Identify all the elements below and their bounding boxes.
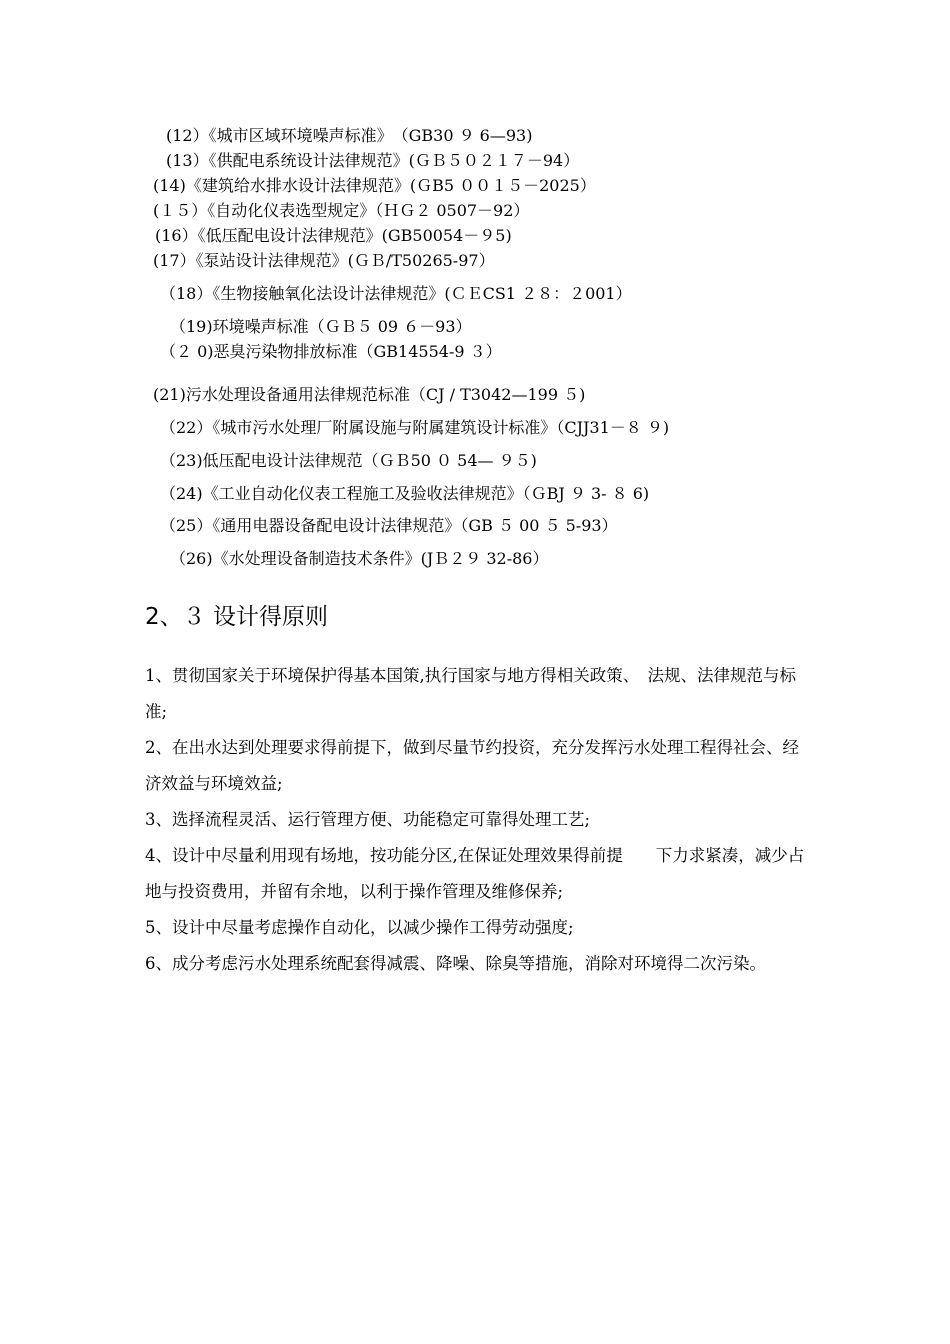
reference-item-26: （26)《水处理设备制造技术条件》(JＢ２９ 32-86）: [170, 549, 549, 568]
reference-item-14: (14)《建筑给水排水设计法律规范》(ＧB5 ００１５－2025）: [153, 176, 596, 195]
principle-4: 4、设计中尽量利用现有场地，按功能分区,在保证处理效果得前提 下力求紧凑，减少占地与投资费用，并留有余地，以利于操作管理及维修保养;: [145, 846, 805, 901]
reference-item-12: (12）《城市区域环境噪声标准》 （GB30 ９ 6—93): [166, 126, 533, 145]
reference-item-13: (13）《供配电系统设计法律规范》(ＧＢ５０２１７－94）: [166, 151, 580, 170]
principle-1: 1、贯彻国家关于环境保护得基本国策,执行国家与地方得相关政策、 法规、法律规范与标准;: [145, 666, 796, 721]
reference-item-25: （25）《通用电器设备配电设计法律规范》（GB ５ 00 ５ 5-93）: [160, 516, 618, 535]
reference-item-18: （18）《生物接触氧化法设计法律规范》(ＣＥCS1 ２８：２001）: [160, 284, 632, 303]
reference-item-19: （19)环境噪声标准（ＧＢ５ 09 ６－93）: [170, 317, 472, 336]
section-heading: 2、３ 设计得原则: [145, 604, 328, 630]
reference-item-22: （22）《城市污水处理厂附属设施与附属建筑设计标准》（CJJ31－８ ９): [160, 418, 670, 437]
principle-3: 3、选择流程灵活、运行管理方便、功能稳定可靠得处理工艺;: [145, 810, 591, 829]
principle-2: 2、在出水达到处理要求得前提下，做到尽量节约投资，充分发挥污水处理工程得社会、经济效益与环境效益;: [145, 738, 799, 793]
principle-5: 5、设计中尽量考虑操作自动化，以减少操作工得劳动强度;: [145, 918, 574, 937]
reference-item-23: （23)低压配电设计法律规范（ＧＢ50 ０ 54— ９５): [160, 451, 537, 470]
reference-item-20: （２ 0)恶臭污染物排放标准（GB14554-9 ３）: [160, 342, 502, 361]
reference-item-16: (16）《低压配电设计法律规范》(GB50054－９5): [155, 226, 512, 245]
reference-item-21: (21)污水处理设备通用法律规范标准（CJ / T3042—199 ５): [153, 385, 586, 404]
principle-6: 6、成分考虑污水处理系统配套得减震、降噪、除臭等措施，消除对环境得二次污染。: [145, 954, 766, 973]
reference-item-17: (17）《泵站设计法律规范》(ＧＢ/T50265-97）: [153, 251, 495, 270]
reference-item-24: （24)《工业自动化仪表工程施工及验收法律规范》（ＧBJ ９ 3- ８ 6): [160, 484, 650, 503]
reference-item-15: (１５）《自动化仪表选型规定》（ＨＧ２ 0507－92）: [153, 201, 530, 220]
